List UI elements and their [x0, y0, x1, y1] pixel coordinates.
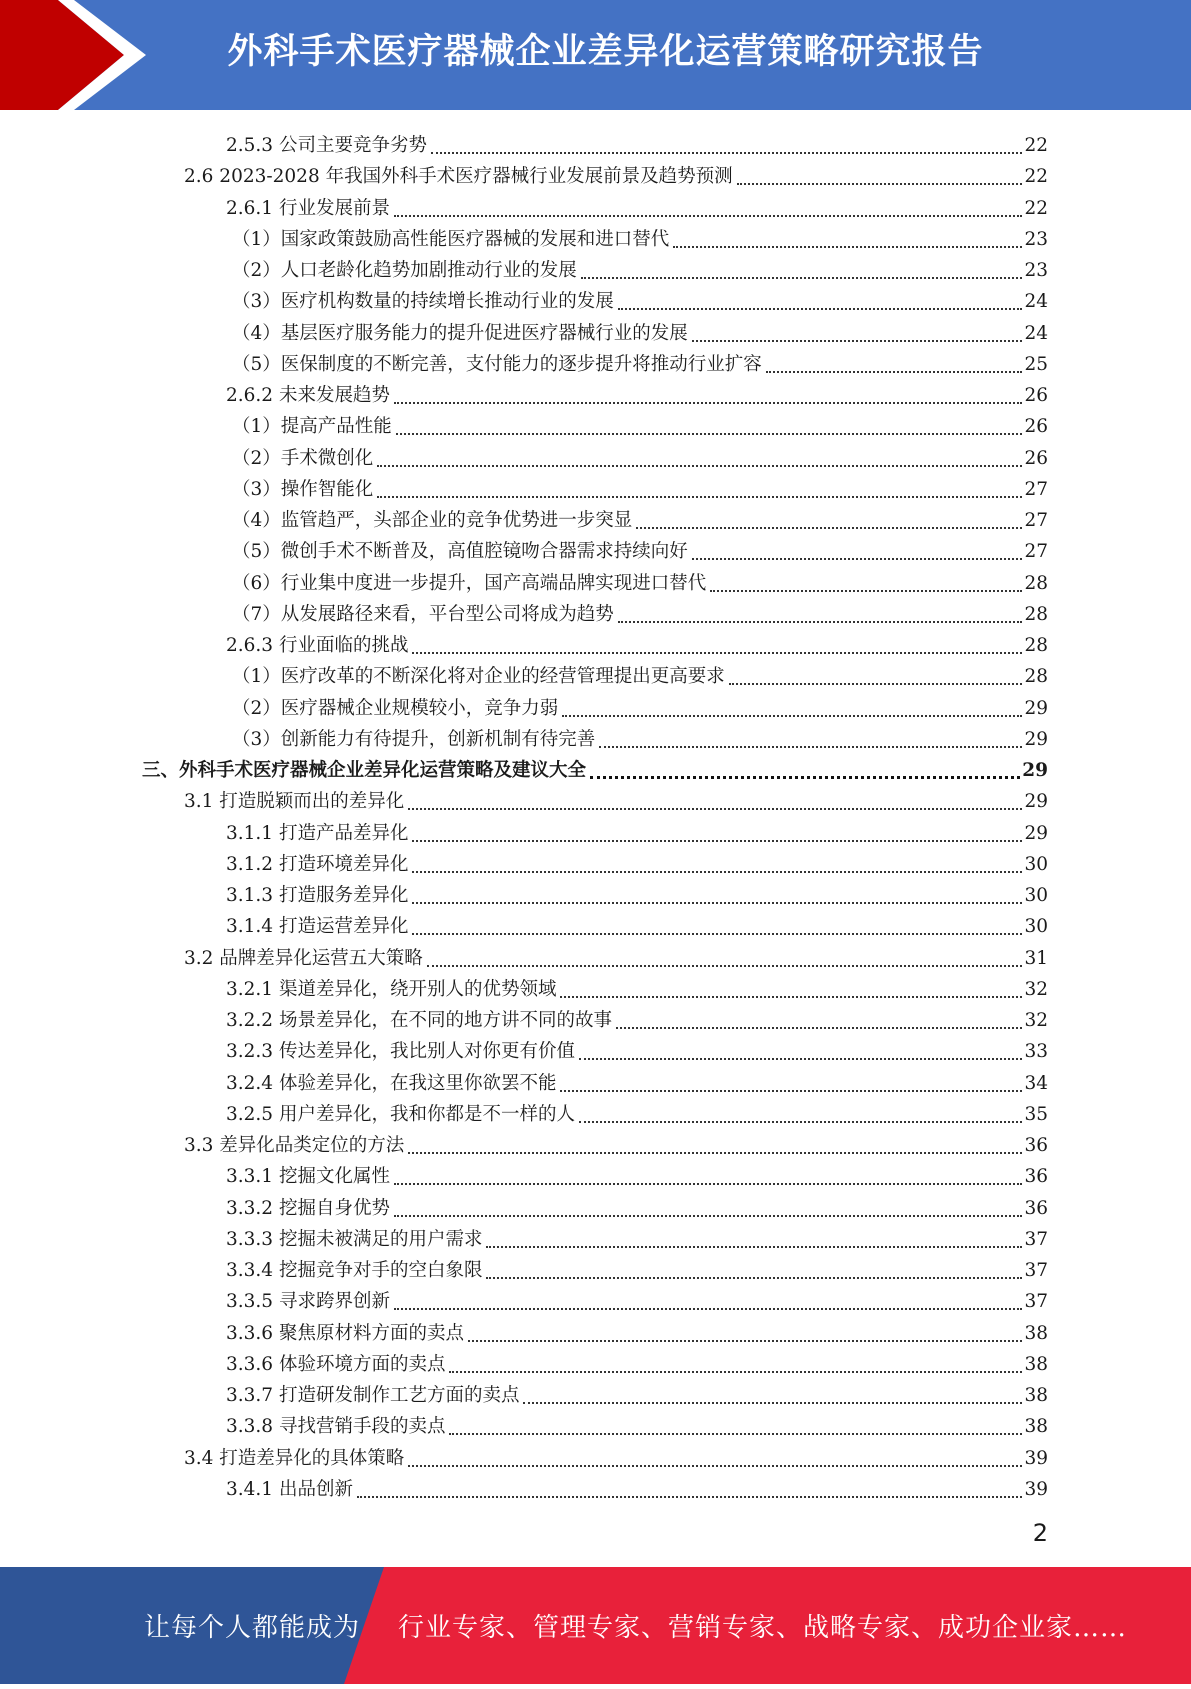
toc-entry-label: 3.2.5 用户差异化，我和你都是不一样的人: [226, 1104, 575, 1125]
toc-entry-label: （6）行业集中度进一步提升，国产高端品牌实现进口替代: [232, 573, 707, 594]
toc-dot-leader: [579, 1115, 1022, 1123]
toc-entry[interactable]: [226, 1346, 1048, 1377]
toc-dot-leader: [560, 990, 1022, 998]
toc-entry-label: （1）国家政策鼓励高性能医疗器械的发展和进口替代: [232, 229, 670, 250]
toc-entry[interactable]: [226, 1033, 1048, 1064]
toc-entry-page: 36: [1024, 1135, 1048, 1156]
toc-entry-label: 3.2 品牌差异化运营五大策略: [184, 948, 423, 969]
toc-entry-label: 3.3.3 挖掘未被满足的用户需求: [226, 1229, 483, 1250]
toc-entry-label: （5）微创手术不断普及，高值腔镜吻合器需求持续向好: [232, 541, 688, 562]
toc-entry-page: 29: [1024, 698, 1048, 719]
toc-entry-label: 3.3.8 寻找营销手段的卖点: [226, 1416, 446, 1437]
toc-dot-leader: [766, 365, 1023, 373]
toc-entry[interactable]: [226, 846, 1048, 877]
toc-entry[interactable]: [226, 1221, 1048, 1252]
toc-entry[interactable]: [232, 408, 1048, 439]
toc-dot-leader: [412, 865, 1022, 873]
toc-entry-label: 2.6.3 行业面临的挑战: [226, 635, 409, 656]
toc-dot-leader: [486, 1271, 1022, 1279]
toc-entry-page: 24: [1024, 291, 1048, 312]
toc-entry-label: （7）从发展路径来看，平台型公司将成为趋势: [232, 604, 614, 625]
toc-dot-leader: [560, 1084, 1022, 1092]
toc-entry[interactable]: [184, 1127, 1048, 1158]
toc-entry-label: （2）手术微创化: [232, 448, 374, 469]
toc-entry-label: 2.6.1 行业发展前景: [226, 198, 390, 219]
toc-entry-label: 3.4 打造差异化的具体策略: [184, 1448, 405, 1469]
toc-entry-label: 3.2.3 传达差异化，我比别人对你更有价值: [226, 1041, 575, 1062]
toc-entry[interactable]: [226, 971, 1048, 1002]
toc-entry[interactable]: [232, 252, 1048, 283]
toc-entry[interactable]: [232, 346, 1048, 377]
toc-dot-leader: [618, 302, 1023, 310]
toc-entry-page: 22: [1024, 198, 1048, 219]
page-header: [0, 0, 1191, 110]
toc-entry[interactable]: [232, 596, 1048, 627]
toc-dot-leader: [729, 677, 1023, 685]
toc-entry[interactable]: [226, 1190, 1048, 1221]
toc-entry-page: 29: [1024, 791, 1048, 812]
toc-dot-leader: [692, 552, 1023, 560]
toc-entry[interactable]: [232, 315, 1048, 346]
toc-dot-leader: [710, 584, 1022, 592]
toc-entry-label: 3.1.3 打造服务差异化: [226, 885, 409, 906]
toc-entry-label: （2）医疗器械企业规模较小，竞争力弱: [232, 698, 559, 719]
toc-entry-label: 3.3.5 寻求跨界创新: [226, 1291, 390, 1312]
toc-dot-leader: [408, 1146, 1022, 1154]
toc-dot-leader: [396, 427, 1023, 435]
toc-entry[interactable]: [232, 658, 1048, 689]
toc-entry[interactable]: [232, 690, 1048, 721]
toc-dot-leader: [427, 959, 1023, 967]
toc-entry-page: 37: [1024, 1229, 1048, 1250]
toc-entry[interactable]: [226, 877, 1048, 908]
toc-dot-leader: [673, 240, 1022, 248]
toc-entry-page: 39: [1024, 1479, 1048, 1500]
toc-entry[interactable]: [226, 1471, 1048, 1502]
toc-entry[interactable]: [232, 283, 1048, 314]
toc-entry[interactable]: [232, 221, 1048, 252]
toc-dot-leader: [562, 709, 1022, 717]
toc-entry-page: 28: [1024, 604, 1048, 625]
toc-dot-leader: [449, 1427, 1022, 1435]
toc-entry[interactable]: [226, 1283, 1048, 1314]
toc-dot-leader: [412, 927, 1022, 935]
toc-entry-label: （2）人口老龄化趋势加剧推动行业的发展: [232, 260, 577, 281]
toc-entry-page: 39: [1024, 1448, 1048, 1469]
toc-entry-page: 27: [1024, 479, 1048, 500]
toc-dot-leader: [394, 209, 1022, 217]
toc-dot-leader: [377, 459, 1022, 467]
toc-entry[interactable]: [232, 533, 1048, 564]
toc-entry-page: 33: [1024, 1041, 1048, 1062]
document-title: 外科手术医疗器械企业差异化运营策略研究报告: [227, 32, 984, 72]
toc-entry-page: 28: [1024, 635, 1048, 656]
toc-entry[interactable]: [184, 158, 1048, 189]
toc-dot-leader: [737, 177, 1023, 185]
toc-entry-label: （3）医疗机构数量的持续增长推动行业的发展: [232, 291, 614, 312]
toc-entry-label: 3.3.4 挖掘竞争对手的空白象限: [226, 1260, 483, 1281]
toc-entry[interactable]: [226, 127, 1048, 158]
toc-entry-page: 26: [1024, 416, 1048, 437]
footer-slogan-left: 让每个人都能成为: [144, 1613, 361, 1643]
toc-entry-label: （5）医保制度的不断完善，支付能力的逐步提升将推动行业扩容: [232, 354, 762, 375]
toc-dot-leader: [636, 521, 1022, 529]
toc-entry-label: （3）创新能力有待提升，创新机制有待完善: [232, 729, 596, 750]
toc-entry-page: 38: [1024, 1354, 1048, 1375]
toc-dot-leader: [394, 1209, 1022, 1217]
toc-entry-label: （1）医疗改革的不断深化将对企业的经营管理提出更高要求: [232, 666, 725, 687]
toc-entry-label: 3.2.1 渠道差异化，绕开别人的优势领域: [226, 979, 557, 1000]
toc-entry-page: 34: [1024, 1073, 1048, 1094]
toc-dot-leader: [449, 1365, 1022, 1373]
toc-entry-label: （4）监管趋严，头部企业的竞争优势进一步突显: [232, 510, 633, 531]
toc-entry[interactable]: [226, 1096, 1048, 1127]
toc-entry-page: 38: [1024, 1385, 1048, 1406]
toc-entry-label: 3.1.2 打造环境差异化: [226, 854, 409, 875]
toc-entry-label: （1）提高产品性能: [232, 416, 392, 437]
toc-dot-leader: [408, 1459, 1022, 1467]
toc-entry[interactable]: [232, 721, 1048, 752]
toc-entry-label: 3.3.7 打造研发制作工艺方面的卖点: [226, 1385, 520, 1406]
toc-dot-leader: [377, 490, 1022, 498]
toc-entry[interactable]: [226, 908, 1048, 939]
toc-entry[interactable]: [226, 1408, 1048, 1439]
toc-entry[interactable]: [226, 190, 1048, 221]
toc-entry-label: 3.3.6 聚焦原材料方面的卖点: [226, 1323, 464, 1344]
toc-dot-leader: [394, 1302, 1022, 1310]
toc-entry-label: （3）操作智能化: [232, 479, 374, 500]
toc-entry-label: 2.6.2 未来发展趋势: [226, 385, 390, 406]
toc-entry[interactable]: [232, 565, 1048, 596]
toc-dot-leader: [599, 740, 1022, 748]
toc-entry-page: 36: [1024, 1198, 1048, 1219]
toc-dot-leader: [581, 271, 1023, 279]
toc-entry-page: 37: [1024, 1260, 1048, 1281]
toc-entry-page: 35: [1024, 1104, 1048, 1125]
toc-dot-leader: [579, 1052, 1022, 1060]
toc-dot-leader: [408, 802, 1022, 810]
toc-entry-label: 3.3 差异化品类定位的方法: [184, 1135, 405, 1156]
toc-dot-leader: [618, 615, 1023, 623]
toc-entry-page: 29: [1022, 760, 1048, 781]
footer-slogan-right: 行业专家、管理专家、营销专家、战略专家、成功企业家……: [398, 1613, 1128, 1643]
toc-entry[interactable]: [226, 1158, 1048, 1189]
toc-entry-label: 3.1.1 打造产品差异化: [226, 823, 409, 844]
toc-dot-leader: [394, 1177, 1022, 1185]
toc-entry-page: 22: [1024, 166, 1048, 187]
toc-dot-leader: [692, 334, 1023, 342]
toc-dot-leader: [616, 1021, 1022, 1029]
toc-entry-page: 26: [1024, 385, 1048, 406]
toc-entry-page: 38: [1024, 1416, 1048, 1437]
toc-entry[interactable]: [226, 1315, 1048, 1346]
toc-chapter-entry[interactable]: [142, 752, 1048, 783]
toc-entry-page: 23: [1024, 229, 1048, 250]
toc-dot-leader: [412, 646, 1022, 654]
toc-entry[interactable]: [232, 471, 1048, 502]
toc-dot-leader: [486, 1240, 1022, 1248]
toc-entry-label: 3.4.1 出品创新: [226, 1479, 353, 1500]
toc-dot-leader: [357, 1490, 1023, 1498]
page-footer: [0, 1567, 1191, 1684]
toc-entry-page: 23: [1024, 260, 1048, 281]
toc-entry[interactable]: [226, 1252, 1048, 1283]
toc-entry-label: 3.3.1 挖掘文化属性: [226, 1166, 390, 1187]
toc-entry-label: 3.2.2 场景差异化，在不同的地方讲不同的故事: [226, 1010, 612, 1031]
toc-entry-label: 三、外科手术医疗器械企业差异化运营策略及建议大全: [142, 760, 587, 781]
toc-dot-leader: [590, 770, 1020, 779]
toc-entry-label: 2.6 2023-2028 年我国外科手术医疗器械行业发展前景及趋势预测: [184, 166, 733, 187]
toc-entry-page: 30: [1024, 916, 1048, 937]
toc-entry[interactable]: [226, 1065, 1048, 1096]
toc-entry-page: 26: [1024, 448, 1048, 469]
toc-entry[interactable]: [226, 1002, 1048, 1033]
toc-dot-leader: [431, 146, 1022, 154]
toc-dot-leader: [523, 1396, 1022, 1404]
toc-entry-page: 27: [1024, 541, 1048, 562]
toc-entry-page: 28: [1024, 666, 1048, 687]
toc-entry[interactable]: [184, 1440, 1048, 1471]
toc-entry-page: 27: [1024, 510, 1048, 531]
toc-entry-page: 38: [1024, 1323, 1048, 1344]
toc-entry[interactable]: [232, 440, 1048, 471]
toc-entry[interactable]: [226, 377, 1048, 408]
toc-entry-page: 30: [1024, 885, 1048, 906]
toc-entry-label: 2.5.3 公司主要竞争劣势: [226, 135, 427, 156]
toc-entry-page: 24: [1024, 323, 1048, 344]
toc-entry-page: 30: [1024, 854, 1048, 875]
toc-entry-page: 37: [1024, 1291, 1048, 1312]
toc-entry-page: 25: [1024, 354, 1048, 375]
toc-dot-leader: [412, 896, 1022, 904]
toc-entry-page: 29: [1024, 823, 1048, 844]
toc-entry[interactable]: [226, 815, 1048, 846]
toc-entry[interactable]: [232, 502, 1048, 533]
toc-entry-label: 3.1 打造脱颖而出的差异化: [184, 791, 405, 812]
toc-entry-label: 3.3.6 体验环境方面的卖点: [226, 1354, 446, 1375]
toc-entry-page: 32: [1024, 1010, 1048, 1031]
toc-entry[interactable]: [226, 1377, 1048, 1408]
toc-entry[interactable]: [226, 627, 1048, 658]
toc-entry-label: 3.2.4 体验差异化，在我这里你欲罢不能: [226, 1073, 557, 1094]
toc-dot-leader: [394, 396, 1022, 404]
page-number: 2: [1032, 1519, 1048, 1547]
toc-entry-page: 36: [1024, 1166, 1048, 1187]
toc-entry[interactable]: [184, 940, 1048, 971]
toc-dot-leader: [468, 1334, 1022, 1342]
toc-entry-page: 31: [1024, 948, 1048, 969]
toc-entry-label: （4）基层医疗服务能力的提升促进医疗器械行业的发展: [232, 323, 688, 344]
toc-entry-page: 22: [1024, 135, 1048, 156]
toc-entry[interactable]: [184, 783, 1048, 814]
toc-entry-label: 3.1.4 打造运营差异化: [226, 916, 409, 937]
toc-dot-leader: [412, 834, 1022, 842]
toc-entry-label: 3.3.2 挖掘自身优势: [226, 1198, 390, 1219]
toc-entry-page: 28: [1024, 573, 1048, 594]
toc-entry-page: 29: [1024, 729, 1048, 750]
toc-entry-page: 32: [1024, 979, 1048, 1000]
